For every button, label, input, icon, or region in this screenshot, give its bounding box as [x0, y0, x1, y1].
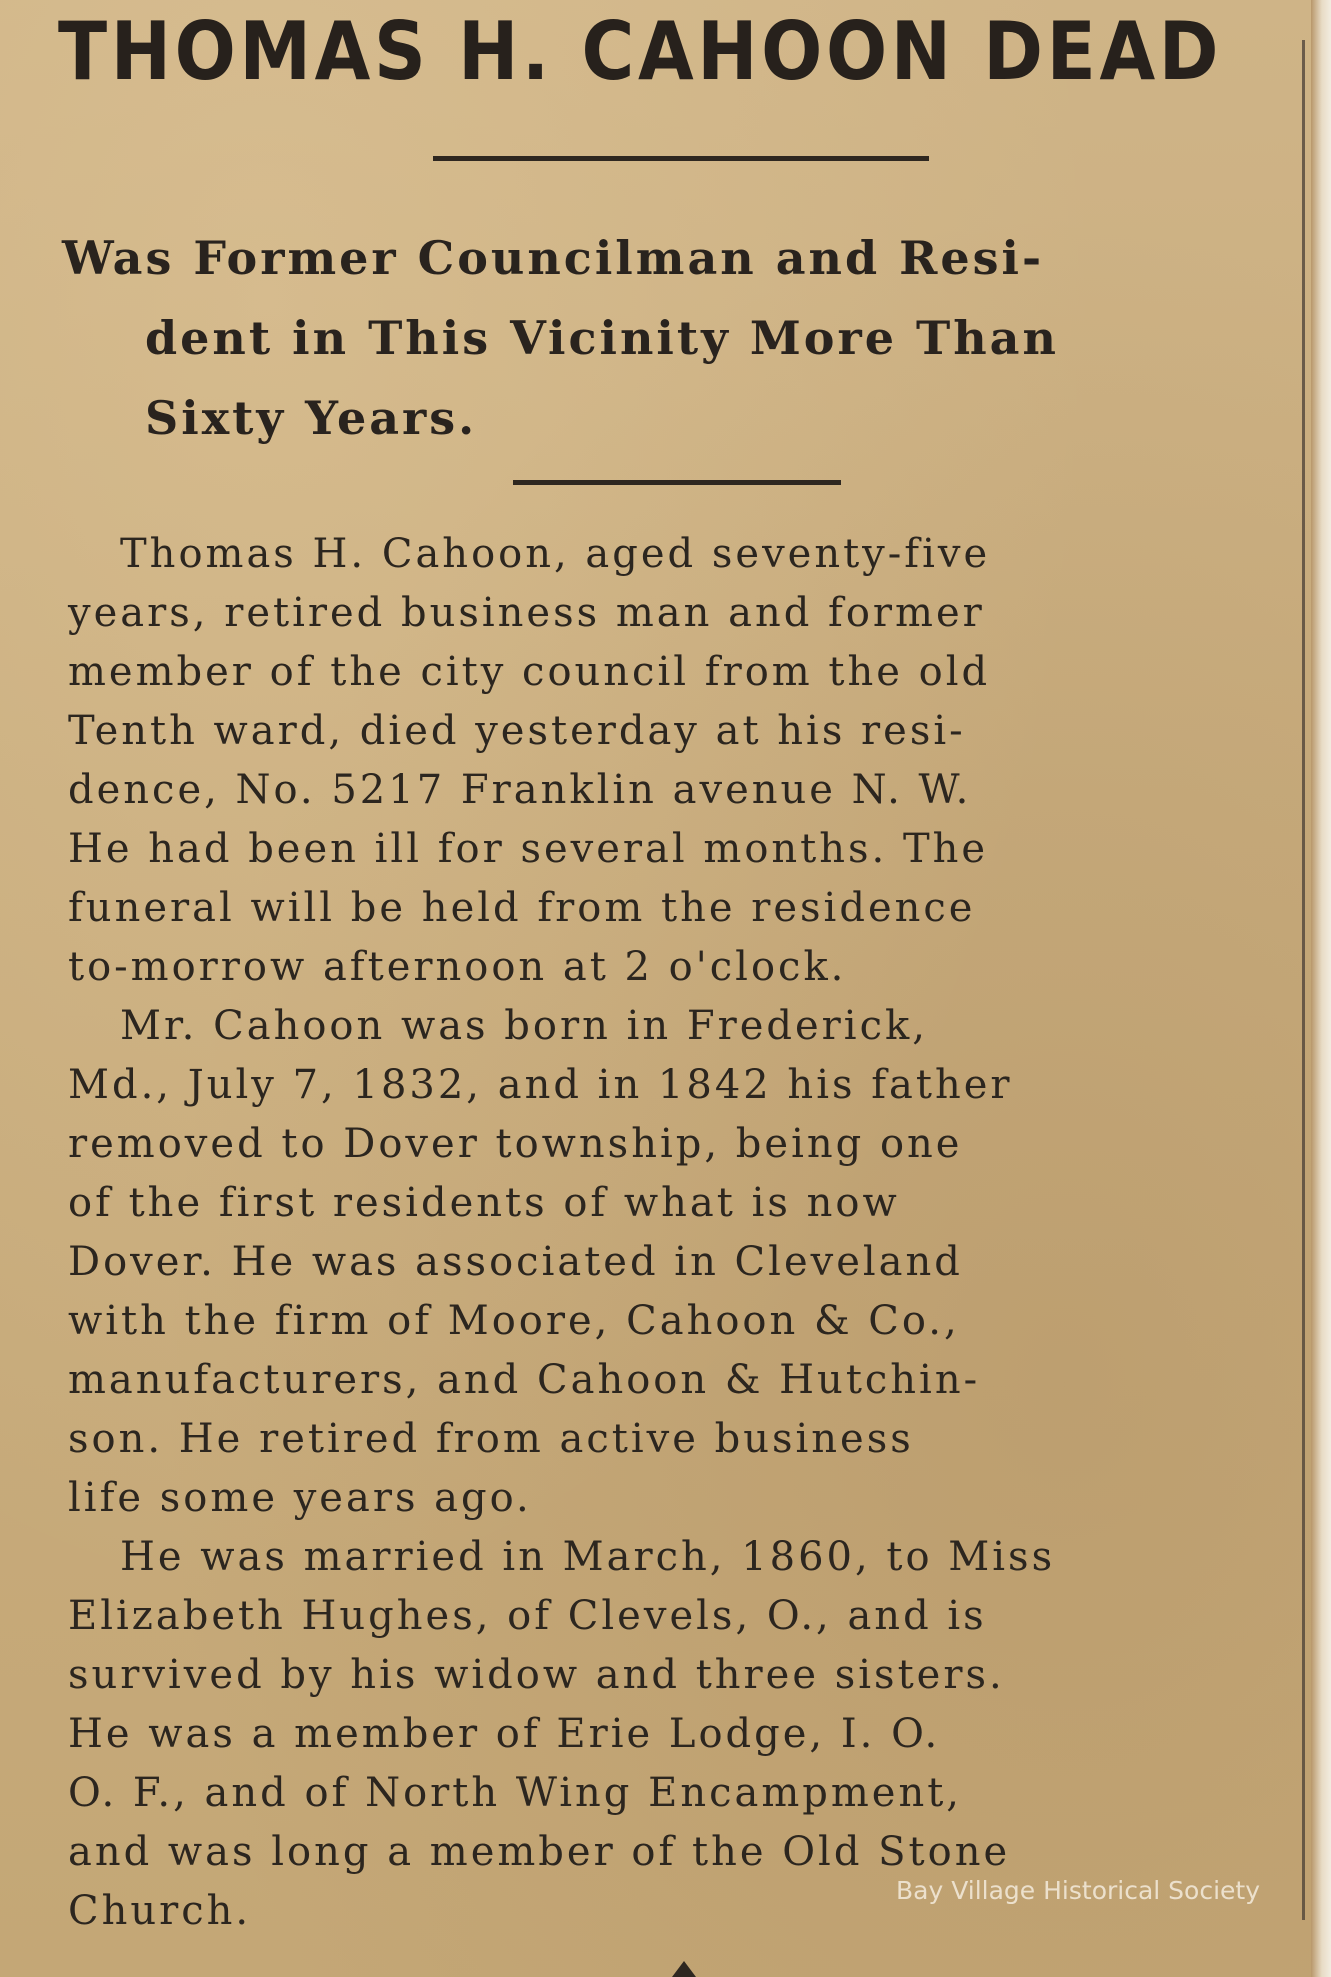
- body-line: Md., July 7, 1832, and in 1842 his father: [68, 1062, 1013, 1108]
- body-line: manufacturers, and Cahoon & Hutchin-: [68, 1357, 981, 1403]
- body-line: Church.: [68, 1888, 252, 1934]
- body-line: He was married in March, 1860, to Miss: [120, 1534, 1056, 1580]
- body-line: with the firm of Moore, Cahoon & Co.,: [68, 1298, 960, 1344]
- divider-rule-middle: [513, 480, 841, 485]
- body-line: son. He retired from active business: [68, 1416, 914, 1462]
- body-line: Mr. Cahoon was born in Frederick,: [120, 1003, 928, 1049]
- body-line: He was a member of Erie Lodge, I. O.: [68, 1711, 941, 1757]
- watermark-text: Bay Village Historical Society: [896, 1876, 1261, 1905]
- arrow-mark-icon: [672, 1961, 696, 1977]
- body-line: Elizabeth Hughes, of Clevels, O., and is: [68, 1593, 987, 1639]
- body-line: member of the city council from the old: [68, 649, 991, 695]
- body-line: to-morrow afternoon at 2 o'clock.: [68, 944, 847, 990]
- body-line: of the first residents of what is now: [68, 1180, 900, 1226]
- body-line: Tenth ward, died yesterday at his resi-: [68, 708, 966, 754]
- subhead-line: Was Former Councilman and Resi-: [62, 231, 1045, 285]
- body-line: dence, No. 5217 Franklin avenue N. W.: [68, 767, 972, 813]
- subheadline: [62, 218, 1312, 458]
- subhead-line: Sixty Years.: [145, 391, 478, 445]
- page-edge: [1311, 0, 1331, 1977]
- body-line: removed to Dover township, being one: [68, 1121, 963, 1167]
- body-line: and was long a member of the Old Stone: [68, 1829, 1011, 1875]
- headline: THOMAS H. CAHOON DEAD: [58, 5, 1223, 98]
- article-body: [68, 525, 1304, 1941]
- body-line: Dover. He was associated in Cleveland: [68, 1239, 963, 1285]
- body-line: survived by his widow and three sisters.: [68, 1652, 1005, 1698]
- subhead-line: dent in This Vicinity More Than: [145, 311, 1059, 365]
- body-line: years, retired business man and former: [68, 590, 985, 636]
- body-line: He had been ill for several months. The: [68, 826, 989, 872]
- body-line: O. F., and of North Wing Encampment,: [68, 1770, 963, 1816]
- divider-rule-top: [433, 156, 929, 161]
- body-line: funeral will be held from the residence: [68, 885, 976, 931]
- body-line: life some years ago.: [68, 1475, 532, 1521]
- body-line: Thomas H. Cahoon, aged seventy-five: [120, 531, 991, 577]
